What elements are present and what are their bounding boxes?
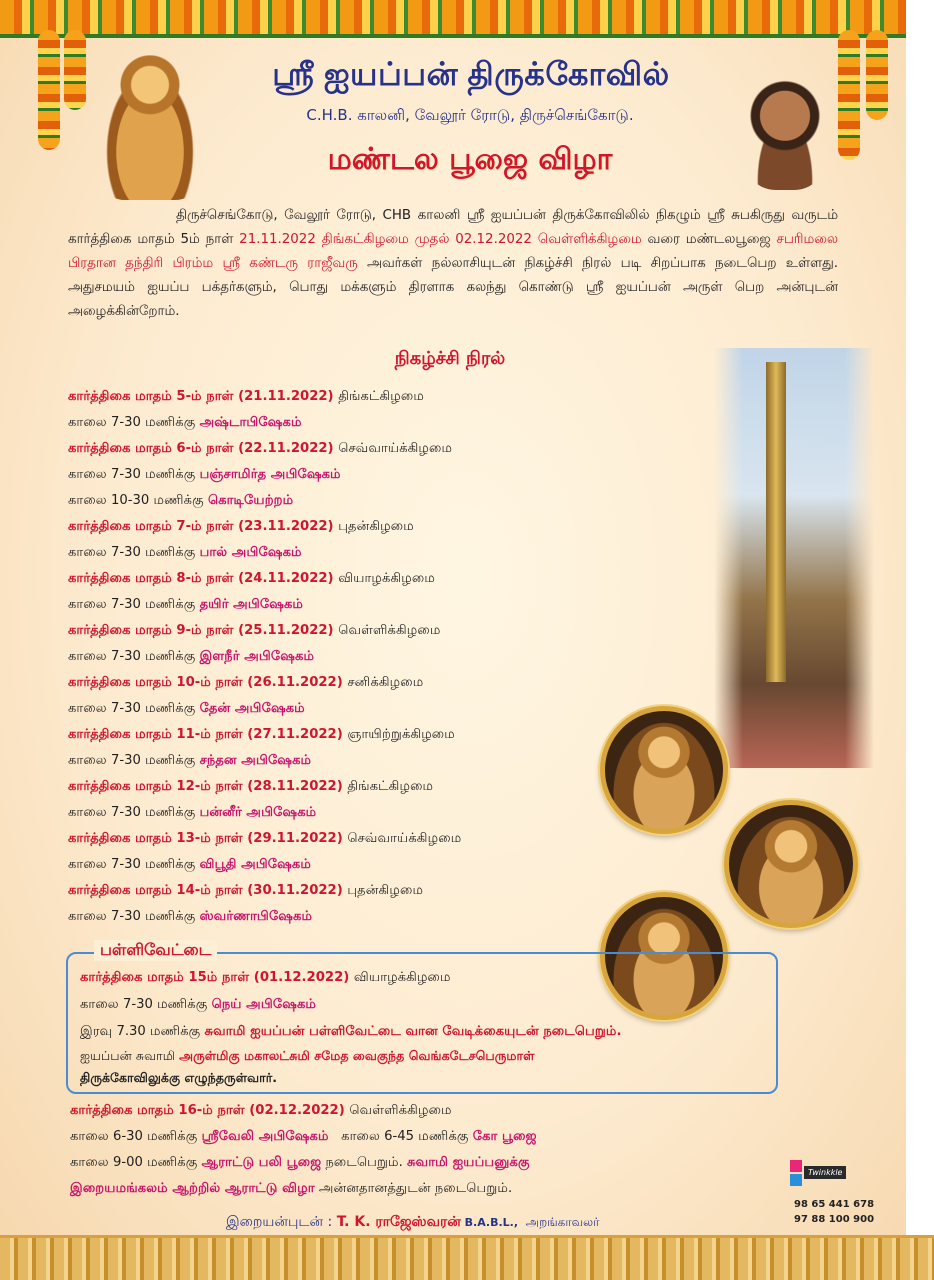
schedule-rite: கொடியேற்றம் (207, 493, 294, 508)
schedule-day-row (68, 566, 628, 592)
final-date: கார்த்திகை மாதம் 16-ம் நாள் (02.12.2022) (70, 1103, 350, 1118)
schedule-rite-row (68, 852, 628, 878)
logo-square-pink (790, 1160, 802, 1172)
schedule-time: காலை 7-30 மணிக்கு (68, 597, 200, 612)
schedule-rite: சந்தன அபிஷேகம் (199, 753, 312, 768)
final-day-section (70, 1098, 710, 1202)
schedule-date: கார்த்திகை மாதம் 13-ம் நாள் (29.11.2022) (68, 831, 348, 846)
intro-text-3: அவர்கள் நல்லாசியுடன் நிகழ்ச்சி நிரல் படி சிறப்பாக நடைபெற உள்ளது. அதுசமயம் ஐயப்ப பக்தர்களும், பொது மக்களும் திரளாக கலந்து கொண்டு ஸ்ரீ ஐயப்பன் அருள் பெற அன்புடன் அழைக்கின்றோம். (68, 256, 838, 319)
palli-rite-name: நெய் அபிஷேகம் (211, 997, 317, 1012)
schedule-weekday: திங்கட்கிழமை (347, 779, 434, 794)
intro-text-2: வரை மண்டலபூஜை (641, 232, 777, 247)
schedule-weekday: வியாழக்கிழமை (338, 571, 435, 586)
schedule-date: கார்த்திகை மாதம் 11-ம் நாள் (27.11.2022) (68, 727, 348, 742)
idol-photo-2 (724, 800, 858, 928)
signature-prefix: இறையன்புடன் : (226, 1214, 337, 1230)
garland-strand-right-1 (838, 30, 860, 160)
priest-portrait-image (738, 74, 832, 190)
schedule-date: கார்த்திகை மாதம் 6-ம் நாள் (22.11.2022) (68, 441, 339, 456)
palli-vettai-label: பள்ளிவேட்டை (94, 940, 217, 961)
final-l2-rite: ஸ்ரீவேலி அபிஷேகம் (201, 1129, 329, 1144)
palli-weekday: வியாழக்கிழமை (353, 970, 451, 985)
logo-square-blue (790, 1174, 802, 1186)
schedule-day-row (68, 670, 628, 696)
schedule-time: காலை 7-30 மணிக்கு (68, 753, 200, 768)
palli-night-text: சுவாமி ஐயப்பன் பள்ளிவேட்டை வான வேடிக்கையுடன் நடைபெறும். (204, 1024, 622, 1039)
palli-procession-line (80, 1045, 770, 1067)
palli-proc-b: அருள்மிகு மகாலட்சுமி சமேத வைகுந்த வெங்கடேசபெருமாள் (179, 1048, 535, 1063)
signature-line (226, 1214, 746, 1232)
schedule-weekday: ஞாயிற்றுக்கிழமை (347, 727, 455, 742)
signature-role: அறங்காவலர் (518, 1215, 600, 1229)
schedule-time: காலை 7-30 மணிக்கு (68, 909, 200, 924)
printer-phones (794, 1197, 874, 1227)
schedule-rite: பஞ்சாமிர்த அபிஷேகம் (199, 467, 341, 482)
schedule-rite: தேன் அபிஷேகம் (199, 701, 305, 716)
decorative-border-bottom (0, 1235, 934, 1280)
schedule-weekday: திங்கட்கிழமை (338, 389, 424, 404)
final-line-4 (70, 1176, 710, 1202)
garland-strand-right-2 (866, 30, 888, 120)
schedule-date: கார்த்திகை மாதம் 8-ம் நாள் (24.11.2022) (68, 571, 339, 586)
schedule-rite-row (68, 540, 628, 566)
schedule-day-row (68, 618, 628, 644)
schedule-time: காலை 7-30 மணிக்கு (68, 857, 200, 872)
final-l2-time: காலை 6-30 மணிக்கு (70, 1129, 202, 1144)
palli-proc-c: திருக்கோவிலுக்கு எழுந்தருள்வார். (80, 1070, 278, 1085)
intro-priest-name: சபரிமலை பிரதான தந்திரி பிரம்ம ஸ்ரீ கண்டரு ராஜீவரு (68, 232, 839, 271)
palli-night-line (80, 1018, 770, 1045)
schedule-rite-row (68, 800, 628, 826)
palli-vettai-lines (80, 964, 770, 1089)
schedule-time: காலை 7-30 மணிக்கு (68, 805, 200, 820)
palli-rite-time: காலை 7-30 மணிக்கு (80, 997, 212, 1012)
schedule-rite: தயிர் அபிஷேகம் (199, 597, 304, 612)
schedule-date: கார்த்திகை மாதம் 14-ம் நாள் (30.11.2022) (68, 883, 348, 898)
palli-proc-a: ஐயப்பன் சுவாமி (80, 1048, 180, 1063)
schedule-rite-row (68, 462, 628, 488)
schedule-time: காலை 7-30 மணிக்கு (68, 701, 200, 716)
final-l3-tail: சுவாமி ஐயப்பனுக்கு (407, 1155, 530, 1170)
schedule-date: கார்த்திகை மாதம் 9-ம் நாள் (25.11.2022) (68, 623, 339, 638)
schedule-weekday: புதன்கிழமை (338, 519, 414, 534)
final-line-2 (70, 1124, 710, 1150)
final-l2-rite2: கோ பூஜை (472, 1129, 537, 1144)
flower-garland-top (0, 0, 934, 38)
schedule-rite: பால் அபிஷேகம் (199, 545, 302, 560)
schedule-time: காலை 7-30 மணிக்கு (68, 467, 200, 482)
garland-strand-left-2 (64, 30, 86, 110)
final-weekday: வெள்ளிக்கிழமை (349, 1103, 452, 1118)
schedule-rite: ஸ்வர்ணாபிஷேகம் (199, 909, 313, 924)
signature-name: T. K. ராஜேஸ்வரன் (336, 1214, 461, 1230)
schedule-weekday: செவ்வாய்க்கிழமை (347, 831, 462, 846)
flagpost-pillar (766, 362, 786, 682)
schedule-time: காலை 7-30 மணிக்கு (68, 415, 200, 430)
page-margin-right (906, 0, 934, 1280)
intro-dates: 21.11.2022 திங்கட்கிழமை முதல் 02.12.2022 வெள்ளிக்கிழமை (239, 232, 642, 247)
schedule-rite-row (68, 410, 628, 436)
schedule-day-row (68, 826, 628, 852)
temple-flagpost-photo (714, 348, 874, 768)
schedule-rite-row (68, 696, 628, 722)
event-title: மண்டல பூஜை விழா (327, 142, 613, 177)
schedule-weekday: சனிக்கிழமை (347, 675, 424, 690)
final-l4-b: அன்னதானத்துடன் நடைபெறும். (314, 1181, 513, 1196)
palli-day-line (80, 964, 770, 991)
final-line-3 (70, 1150, 710, 1176)
schedule-day-row (68, 774, 628, 800)
schedule-weekday: வெள்ளிக்கிழமை (338, 623, 441, 638)
schedule-rite: பன்னீர் அபிஷேகம் (199, 805, 317, 820)
schedule-rite: இளநீர் அபிஷேகம் (199, 649, 315, 664)
schedule-rite-row (68, 904, 628, 930)
garland-strand-left-1 (38, 30, 60, 150)
temple-address: C.H.B. காலனி, வேலூர் ரோடு, திருச்செங்கோடு. (306, 106, 634, 124)
schedule-list (68, 384, 628, 930)
schedule-day-row (68, 514, 628, 540)
schedule-weekday: புதன்கிழமை (347, 883, 424, 898)
schedule-rite-row (68, 592, 628, 618)
ayyappan-deity-image (88, 40, 212, 200)
final-l3-time: காலை 9-00 மணிக்கு (70, 1155, 202, 1170)
schedule-day-row (68, 384, 628, 410)
printer-logo-text: Twinkkle (804, 1166, 846, 1179)
schedule-time: காலை 10-30 மணிக்கு (68, 493, 208, 508)
schedule-date: கார்த்திகை மாதம் 12-ம் நாள் (28.11.2022) (68, 779, 348, 794)
intro-text-1: திருச்செங்கோடு, வேலூர் ரோடு, CHB காலனி ஸ்ரீ ஐயப்பன் திருக்கோவிலில் நிகழும் ஸ்ரீ சுபகிருது வருடம் கார்த்திகை மாதம் 5ம் நாள் (68, 208, 838, 247)
schedule-rite: விபூதி அபிஷேகம் (199, 857, 311, 872)
schedule-day-row (68, 878, 628, 904)
palli-night-time: இரவு 7.30 மணிக்கு (80, 1024, 205, 1039)
schedule-date: கார்த்திகை மாதம் 7-ம் நாள் (23.11.2022) (68, 519, 339, 534)
intro-paragraph (68, 204, 838, 324)
schedule-day-row (68, 436, 628, 462)
schedule-rite-row (68, 644, 628, 670)
palli-date: கார்த்திகை மாதம் 15ம் நாள் (01.12.2022) (80, 970, 354, 985)
final-l3-mid: நடைபெறும். (321, 1155, 408, 1170)
palli-procession-line-2 (80, 1067, 770, 1089)
palli-rite-line (80, 991, 770, 1018)
printer-logo (790, 1160, 852, 1188)
temple-title: ஸ்ரீ ஐயப்பன் திருக்கோவில் (272, 56, 670, 92)
printer-phone-2: 97 88 100 900 (794, 1214, 875, 1225)
schedule-weekday: செவ்வாய்க்கிழமை (338, 441, 453, 456)
signature-degree: B.A.B.L., (460, 1216, 519, 1229)
printer-phone-1: 98 65 441 678 (794, 1199, 875, 1210)
schedule-time: காலை 7-30 மணிக்கு (68, 545, 200, 560)
final-l2-time2: காலை 6-45 மணிக்கு (328, 1129, 473, 1144)
schedule-day-row (68, 722, 628, 748)
program-heading: நிகழ்ச்சி நிரல் (394, 348, 506, 369)
final-l3-rite: ஆராட்டு பலி பூஜை (201, 1155, 322, 1170)
schedule-date: கார்த்திகை மாதம் 5-ம் நாள் (21.11.2022) (68, 389, 339, 404)
final-l4-a: இறையமங்கலம் ஆற்றில் ஆராட்டு விழா (70, 1181, 315, 1196)
schedule-rite-row (68, 748, 628, 774)
schedule-date: கார்த்திகை மாதம் 10-ம் நாள் (26.11.2022) (68, 675, 348, 690)
schedule-time: காலை 7-30 மணிக்கு (68, 649, 200, 664)
schedule-rite: அஷ்டாபிஷேகம் (199, 415, 302, 430)
final-day-line (70, 1098, 710, 1124)
schedule-rite-row (68, 488, 628, 514)
